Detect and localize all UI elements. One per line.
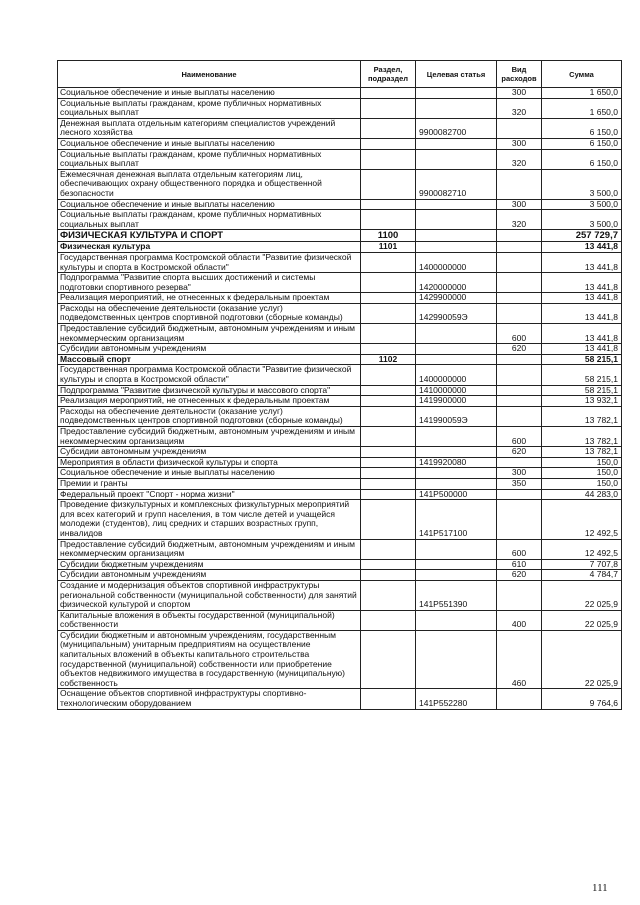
cell-sum: 6 150,0 <box>542 118 622 138</box>
cell-section <box>361 396 416 407</box>
cell-section <box>361 252 416 272</box>
cell-sum: 22 025,9 <box>542 580 622 610</box>
cell-name: Социальное обеспечение и иные выплаты населению <box>58 88 361 99</box>
cell-target: 1419920080 <box>416 457 497 468</box>
cell-sum: 13 441,8 <box>542 324 622 344</box>
cell-expense <box>497 406 542 426</box>
cell-expense: 620 <box>497 570 542 581</box>
cell-name: Предоставление субсидий бюджетным, автономным учреждениям и иным некоммерческим организациям <box>58 539 361 559</box>
cell-section <box>361 149 416 169</box>
cell-section <box>361 610 416 630</box>
cell-target: 9900082710 <box>416 169 497 199</box>
table-row <box>58 559 622 570</box>
cell-expense: 350 <box>497 478 542 489</box>
cell-section <box>361 539 416 559</box>
cell-expense <box>497 385 542 396</box>
cell-sum: 13 441,8 <box>542 303 622 323</box>
cell-section <box>361 210 416 230</box>
table-row <box>58 88 622 99</box>
cell-name: Реализация мероприятий, не отнесенных к федеральным проектам <box>58 293 361 304</box>
cell-sum: 3 500,0 <box>542 199 622 210</box>
table-row <box>58 539 622 559</box>
cell-section <box>361 406 416 426</box>
cell-target <box>416 242 497 253</box>
cell-section <box>361 385 416 396</box>
cell-sum: 1 650,0 <box>542 88 622 99</box>
cell-name: Проведение физкультурных и комплексных физкультурных мероприятий для всех категорий и групп населения, в том числе детей и учащейся молодежи (студентов), лиц средних и старших возрастных групп, инвалидов <box>58 500 361 539</box>
cell-section <box>361 689 416 709</box>
cell-name: Физическая культура <box>58 242 361 253</box>
cell-sum: 150,0 <box>542 478 622 489</box>
cell-expense <box>497 457 542 468</box>
cell-name: Подпрограмма "Развитие спорта высших достижений и системы подготовки спортивного резерва" <box>58 273 361 293</box>
cell-name: Субсидии автономным учреждениям <box>58 344 361 355</box>
cell-expense: 600 <box>497 427 542 447</box>
table-row <box>58 396 622 407</box>
cell-sum: 150,0 <box>542 468 622 479</box>
cell-target <box>416 88 497 99</box>
cell-sum: 22 025,9 <box>542 610 622 630</box>
table-row <box>58 242 622 253</box>
cell-expense <box>497 580 542 610</box>
cell-section: 1101 <box>361 242 416 253</box>
budget-document <box>57 60 621 710</box>
cell-section <box>361 118 416 138</box>
header-section: Раздел, подраздел <box>361 61 416 88</box>
cell-name: Денежная выплата отдельным категориям специалистов учреждений лесного хозяйства <box>58 118 361 138</box>
table-row <box>58 199 622 210</box>
cell-expense <box>497 489 542 500</box>
header-target: Целевая статья <box>416 61 497 88</box>
cell-section <box>361 447 416 458</box>
cell-sum: 13 441,8 <box>542 273 622 293</box>
table-row <box>58 610 622 630</box>
cell-target <box>416 138 497 149</box>
cell-section <box>361 303 416 323</box>
cell-target: 1429900000 <box>416 293 497 304</box>
cell-name: Предоставление субсидий бюджетным, автономным учреждениям и иным некоммерческим организациям <box>58 324 361 344</box>
cell-sum: 13 441,8 <box>542 344 622 355</box>
cell-section <box>361 344 416 355</box>
table-row <box>58 447 622 458</box>
table-row <box>58 344 622 355</box>
table-row <box>58 385 622 396</box>
cell-section <box>361 88 416 99</box>
table-row <box>58 406 622 426</box>
cell-name: Капитальные вложения в объекты государственной (муниципальной) собственности <box>58 610 361 630</box>
table-row <box>58 500 622 539</box>
cell-section <box>361 570 416 581</box>
cell-name: Социальные выплаты гражданам, кроме публичных нормативных социальных выплат <box>58 210 361 230</box>
budget-table <box>57 60 622 710</box>
cell-name: Предоставление субсидий бюджетным, автономным учреждениям и иным некоммерческим организациям <box>58 427 361 447</box>
cell-expense: 320 <box>497 98 542 118</box>
cell-name: Расходы на обеспечение деятельности (оказание услуг) подведомственных центров спортивной подготовки (сборные команды) <box>58 303 361 323</box>
cell-target: 142990059Э <box>416 303 497 323</box>
table-row <box>58 230 622 242</box>
cell-expense <box>497 230 542 242</box>
cell-target <box>416 427 497 447</box>
cell-name: Премии и гранты <box>58 478 361 489</box>
cell-name: Расходы на обеспечение деятельности (оказание услуг) подведомственных центров спортивной подготовки (сборные команды) <box>58 406 361 426</box>
cell-sum: 58 215,1 <box>542 385 622 396</box>
cell-expense <box>497 689 542 709</box>
cell-expense <box>497 118 542 138</box>
cell-sum: 1 650,0 <box>542 98 622 118</box>
table-row <box>58 303 622 323</box>
cell-target: 141P517100 <box>416 500 497 539</box>
table-row <box>58 478 622 489</box>
cell-target: 1420000000 <box>416 273 497 293</box>
cell-sum: 58 215,1 <box>542 365 622 385</box>
cell-expense <box>497 303 542 323</box>
cell-expense <box>497 252 542 272</box>
cell-target: 141990059Э <box>416 406 497 426</box>
table-row <box>58 169 622 199</box>
cell-target: 9900082700 <box>416 118 497 138</box>
cell-sum: 3 500,0 <box>542 169 622 199</box>
cell-expense <box>497 500 542 539</box>
cell-expense: 610 <box>497 559 542 570</box>
cell-name: Мероприятия в области физической культуры и спорта <box>58 457 361 468</box>
cell-target <box>416 478 497 489</box>
cell-sum: 58 215,1 <box>542 354 622 365</box>
cell-name: Оснащение объектов спортивной инфраструктуры спортивно-технологическим оборудованием <box>58 689 361 709</box>
header-name: Наименование <box>58 61 361 88</box>
cell-expense <box>497 354 542 365</box>
cell-sum: 9 764,6 <box>542 689 622 709</box>
cell-sum: 13 782,1 <box>542 447 622 458</box>
cell-section <box>361 630 416 689</box>
cell-expense: 300 <box>497 468 542 479</box>
table-row <box>58 138 622 149</box>
table-row <box>58 324 622 344</box>
cell-section <box>361 457 416 468</box>
cell-name: Массовый спорт <box>58 354 361 365</box>
cell-section <box>361 169 416 199</box>
table-row <box>58 98 622 118</box>
table-row <box>58 489 622 500</box>
cell-expense: 600 <box>497 324 542 344</box>
cell-name: Субсидии бюджетным и автономным учреждениям, государственным (муниципальным) унитарным предприятиям на осуществление капитальных вложений в объекты капитального строительства государственной (муниципальной) собственности или приобретение объектов недвижимого имущества в государственную (муниципальную) собственность <box>58 630 361 689</box>
cell-target: 1400000000 <box>416 365 497 385</box>
cell-name: Федеральный проект "Спорт - норма жизни" <box>58 489 361 500</box>
cell-target <box>416 468 497 479</box>
cell-expense: 600 <box>497 539 542 559</box>
cell-sum: 22 025,9 <box>542 630 622 689</box>
cell-target: 1400000000 <box>416 252 497 272</box>
cell-sum: 13 932,1 <box>542 396 622 407</box>
cell-sum: 13 441,8 <box>542 293 622 304</box>
cell-section <box>361 365 416 385</box>
cell-target <box>416 210 497 230</box>
cell-expense: 300 <box>497 199 542 210</box>
cell-name: Создание и модернизация объектов спортивной инфраструктуры региональной собственности (муниципальной собственности) для занятий физической культурой и спортом <box>58 580 361 610</box>
table-row <box>58 570 622 581</box>
cell-section <box>361 273 416 293</box>
cell-target <box>416 630 497 689</box>
table-row <box>58 149 622 169</box>
cell-target <box>416 570 497 581</box>
cell-target: 1419900000 <box>416 396 497 407</box>
cell-expense <box>497 169 542 199</box>
cell-expense: 620 <box>497 447 542 458</box>
table-row <box>58 457 622 468</box>
cell-name: Социальное обеспечение и иные выплаты населению <box>58 138 361 149</box>
cell-name: Социальное обеспечение и иные выплаты населению <box>58 468 361 479</box>
cell-name: Подпрограмма "Развитие физической культуры и массового спорта" <box>58 385 361 396</box>
cell-sum: 7 707,8 <box>542 559 622 570</box>
cell-section <box>361 199 416 210</box>
cell-target: 141P552280 <box>416 689 497 709</box>
table-row <box>58 118 622 138</box>
cell-sum: 13 441,8 <box>542 242 622 253</box>
cell-sum: 150,0 <box>542 457 622 468</box>
table-row <box>58 293 622 304</box>
cell-name: Субсидии автономным учреждениям <box>58 447 361 458</box>
cell-section <box>361 478 416 489</box>
cell-expense <box>497 293 542 304</box>
cell-section: 1102 <box>361 354 416 365</box>
cell-sum: 6 150,0 <box>542 149 622 169</box>
cell-expense: 300 <box>497 88 542 99</box>
cell-section <box>361 138 416 149</box>
cell-target: 141P500000 <box>416 489 497 500</box>
cell-target <box>416 559 497 570</box>
cell-target <box>416 539 497 559</box>
cell-name: ФИЗИЧЕСКАЯ КУЛЬТУРА И СПОРТ <box>58 230 361 242</box>
cell-name: Государственная программа Костромской области "Развитие физической культуры и спорта в Костромской области" <box>58 252 361 272</box>
cell-expense <box>497 242 542 253</box>
cell-target: 141P551390 <box>416 580 497 610</box>
cell-sum: 12 492,5 <box>542 500 622 539</box>
cell-sum: 4 784,7 <box>542 570 622 581</box>
cell-sum: 13 782,1 <box>542 406 622 426</box>
cell-section <box>361 324 416 344</box>
cell-expense <box>497 365 542 385</box>
cell-section <box>361 98 416 118</box>
cell-expense: 320 <box>497 210 542 230</box>
cell-expense: 400 <box>497 610 542 630</box>
cell-sum: 257 729,7 <box>542 230 622 242</box>
cell-sum: 12 492,5 <box>542 539 622 559</box>
cell-section <box>361 580 416 610</box>
cell-sum: 13 782,1 <box>542 427 622 447</box>
table-row <box>58 689 622 709</box>
cell-target <box>416 230 497 242</box>
cell-target <box>416 98 497 118</box>
cell-section <box>361 559 416 570</box>
cell-name: Ежемесячная денежная выплата отдельным категориям лиц, обеспечивающих охрану общественного порядка и общественной безопасности <box>58 169 361 199</box>
table-row <box>58 354 622 365</box>
cell-target <box>416 149 497 169</box>
header-sum: Сумма <box>542 61 622 88</box>
table-header-row <box>58 61 622 88</box>
cell-target <box>416 324 497 344</box>
cell-name: Реализация мероприятий, не отнесенных к федеральным проектам <box>58 396 361 407</box>
table-row <box>58 210 622 230</box>
cell-name: Социальные выплаты гражданам, кроме публичных нормативных социальных выплат <box>58 149 361 169</box>
cell-section <box>361 489 416 500</box>
cell-section <box>361 427 416 447</box>
cell-expense: 460 <box>497 630 542 689</box>
cell-sum: 3 500,0 <box>542 210 622 230</box>
table-row <box>58 468 622 479</box>
table-row <box>58 252 622 272</box>
cell-expense: 300 <box>497 138 542 149</box>
cell-name: Субсидии автономным учреждениям <box>58 570 361 581</box>
cell-section: 1100 <box>361 230 416 242</box>
cell-name: Социальные выплаты гражданам, кроме публичных нормативных социальных выплат <box>58 98 361 118</box>
table-row <box>58 427 622 447</box>
cell-name: Субсидии бюджетным учреждениям <box>58 559 361 570</box>
cell-name: Государственная программа Костромской области "Развитие физической культуры и спорта в Костромской области" <box>58 365 361 385</box>
cell-expense <box>497 396 542 407</box>
table-row <box>58 630 622 689</box>
table-body <box>58 88 622 710</box>
cell-target <box>416 199 497 210</box>
header-expense: Вид расходов <box>497 61 542 88</box>
table-row <box>58 273 622 293</box>
cell-name: Социальное обеспечение и иные выплаты населению <box>58 199 361 210</box>
table-row <box>58 365 622 385</box>
cell-expense: 620 <box>497 344 542 355</box>
cell-target <box>416 447 497 458</box>
cell-target <box>416 344 497 355</box>
cell-sum: 6 150,0 <box>542 138 622 149</box>
cell-target <box>416 610 497 630</box>
cell-expense <box>497 273 542 293</box>
cell-sum: 44 283,0 <box>542 489 622 500</box>
cell-section <box>361 468 416 479</box>
cell-expense: 320 <box>497 149 542 169</box>
cell-target: 1410000000 <box>416 385 497 396</box>
cell-section <box>361 293 416 304</box>
page-number: 111 <box>592 882 608 894</box>
cell-target <box>416 354 497 365</box>
cell-section <box>361 500 416 539</box>
cell-sum: 13 441,8 <box>542 252 622 272</box>
table-row <box>58 580 622 610</box>
